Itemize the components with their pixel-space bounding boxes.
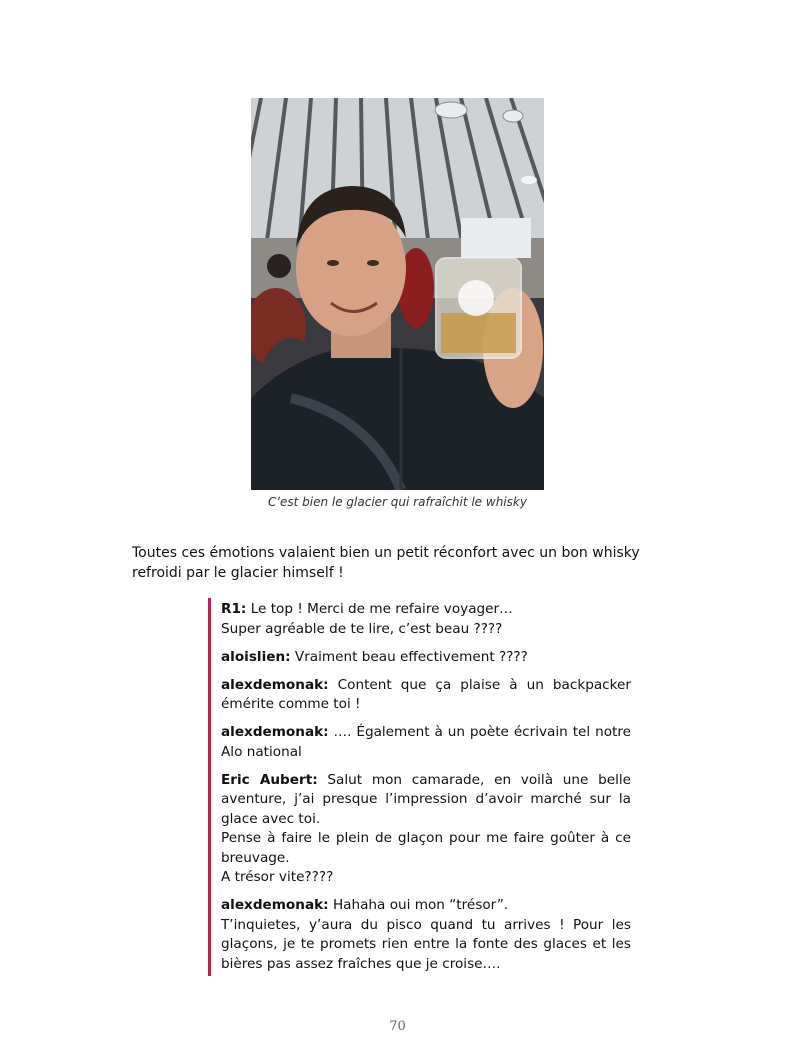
intro-paragraph: Toutes ces émotions valaient bien un petit réconfort avec un bon whisky refroidi par le glacier himself !	[132, 545, 640, 581]
comment-author: Eric Aubert:	[221, 771, 318, 788]
comment-3	[221, 676, 631, 715]
comments-block	[208, 598, 631, 976]
comment-2	[221, 648, 631, 668]
comment-6	[221, 896, 631, 974]
comment-1	[221, 600, 631, 639]
comment-5	[221, 771, 631, 888]
comment-text: Hahaha oui mon “trésor”.	[332, 897, 509, 913]
comment-author: alexdemonak:	[221, 897, 329, 913]
comment-text: Vraiment beau effectivement ????	[294, 648, 528, 665]
comment-text: Pense à faire le plein de glaçon pour me faire goûter à ce breuvage.	[221, 830, 631, 866]
comment-text: …. Également à un poète écrivain tel notre Alo national	[221, 724, 631, 760]
whisky-photo	[251, 98, 544, 490]
photo-caption: C’est bien le glacier qui rafraîchit le whisky	[268, 495, 527, 509]
comment-text: Salut mon camarade, en voilà une belle aventure, j’ai presque l’impression d’avoir marché sur la glace avec toi.	[221, 771, 632, 827]
comment-text: A trésor vite????	[221, 869, 334, 885]
comment-text: Le top ! Merci de me refaire voyager…	[250, 601, 513, 617]
comment-text: Content que ça plaise à un backpacker émérite comme toi !	[221, 676, 631, 712]
comment-author: alexdemonak:	[221, 724, 329, 740]
comment-text: T’inquietes, y’aura du pisco quand tu arrives ! Pour les glaçons, je te promets rien entre la fonte des glaces et les bières pas assez fraîches que je croise….	[221, 916, 631, 972]
comment-author: R1:	[221, 601, 247, 617]
photo-illustration	[251, 98, 544, 490]
comment-author: alexdemonak:	[221, 676, 329, 693]
page-number: 70	[389, 1019, 406, 1034]
comment-4	[221, 723, 631, 762]
comment-text: Super agréable de te lire, c’est beau ????	[221, 620, 503, 637]
comment-author: aloislien:	[221, 648, 291, 665]
